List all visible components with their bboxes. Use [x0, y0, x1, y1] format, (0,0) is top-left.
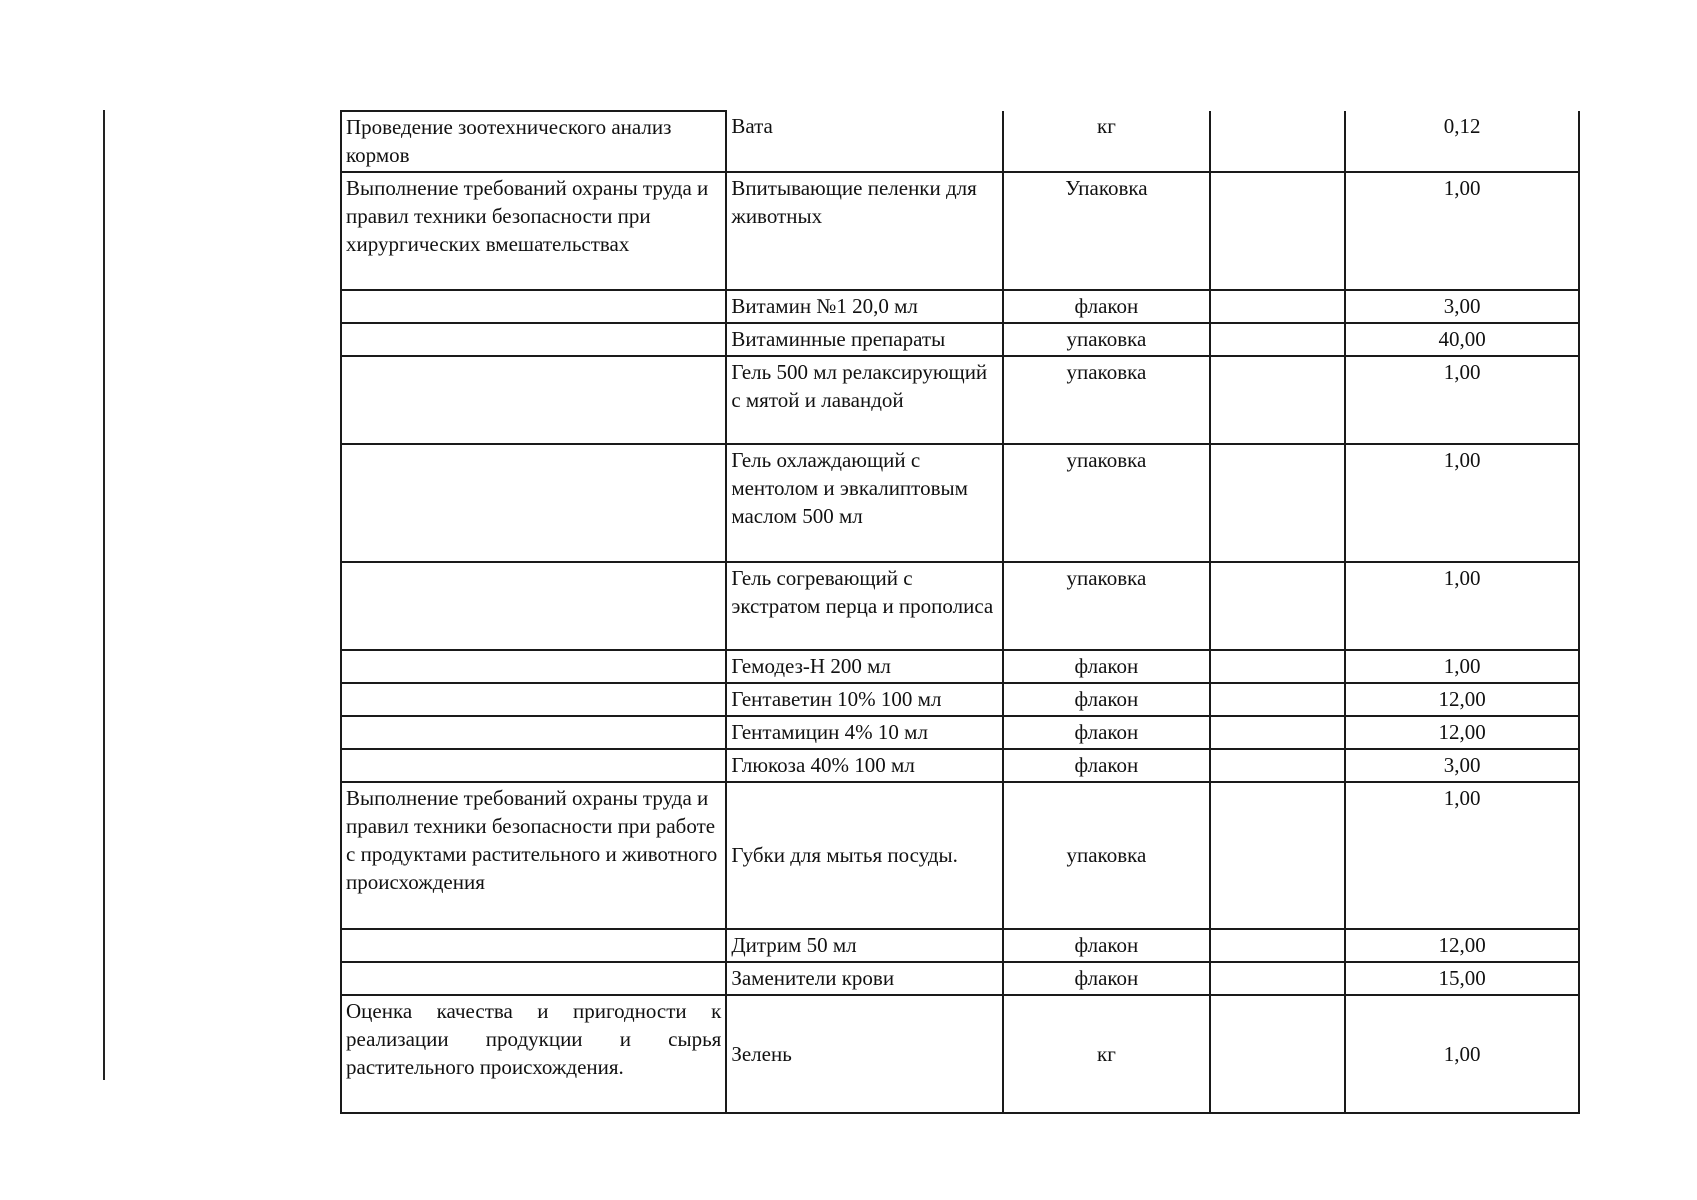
empty-cell — [1210, 172, 1345, 290]
table-row — [341, 356, 1579, 444]
activity-cell: Оценка качества и пригодности к реализации продукции и сырья растительного происхождения. — [341, 995, 726, 1113]
activity-cell — [341, 562, 726, 650]
materials-table — [340, 110, 1580, 1114]
table-row — [341, 962, 1579, 995]
unit-cell: флакон — [1003, 683, 1211, 716]
quantity-cell: 40,00 — [1345, 323, 1579, 356]
left-margin-rule — [103, 110, 105, 1080]
activity-cell: Выполнение требований охраны труда и правил техники безопасности при хирургических вмешательствах — [341, 172, 726, 290]
activity-cell — [341, 749, 726, 782]
empty-cell — [1210, 749, 1345, 782]
table-row — [341, 716, 1579, 749]
empty-cell — [1210, 111, 1345, 172]
activity-cell — [341, 356, 726, 444]
quantity-cell: 3,00 — [1345, 290, 1579, 323]
empty-cell — [1210, 962, 1345, 995]
quantity-cell: 12,00 — [1345, 716, 1579, 749]
activity-cell — [341, 683, 726, 716]
activity-cell — [341, 290, 726, 323]
unit-cell: упаковка — [1003, 323, 1211, 356]
activity-cell — [341, 962, 726, 995]
quantity-cell: 1,00 — [1345, 444, 1579, 562]
table-row — [341, 683, 1579, 716]
empty-cell — [1210, 995, 1345, 1113]
unit-cell: упаковка — [1003, 562, 1211, 650]
activity-cell — [341, 650, 726, 683]
material-cell: Губки для мытья посуды. — [726, 782, 1002, 929]
material-cell: Гель согревающий с экстратом перца и прополиса — [726, 562, 1002, 650]
material-cell: Гемодез-Н 200 мл — [726, 650, 1002, 683]
unit-cell: флакон — [1003, 716, 1211, 749]
table-row — [341, 562, 1579, 650]
table-row — [341, 172, 1579, 290]
quantity-cell: 15,00 — [1345, 962, 1579, 995]
quantity-cell: 1,00 — [1345, 356, 1579, 444]
unit-cell: флакон — [1003, 290, 1211, 323]
empty-cell — [1210, 444, 1345, 562]
unit-cell: упаковка — [1003, 356, 1211, 444]
quantity-cell: 1,00 — [1345, 172, 1579, 290]
activity-cell: Выполнение требований охраны труда и правил техники безопасности при работе с продуктами растительного и животного происхождения — [341, 782, 726, 929]
material-cell: Зелень — [726, 995, 1002, 1113]
material-cell: Дитрим 50 мл — [726, 929, 1002, 962]
quantity-cell: 0,12 — [1345, 111, 1579, 172]
material-cell: Витаминные препараты — [726, 323, 1002, 356]
material-cell: Гель охлаждающий с ментолом и эвкалиптовым маслом 500 мл — [726, 444, 1002, 562]
table-row — [341, 290, 1579, 323]
unit-cell: упаковка — [1003, 444, 1211, 562]
activity-cell — [341, 929, 726, 962]
table-row — [341, 323, 1579, 356]
unit-cell: флакон — [1003, 749, 1211, 782]
material-cell: Впитывающие пеленки для животных — [726, 172, 1002, 290]
material-cell: Гель 500 мл релаксирующий с мятой и лавандой — [726, 356, 1002, 444]
activity-cell — [341, 716, 726, 749]
table-row — [341, 929, 1579, 962]
empty-cell — [1210, 929, 1345, 962]
unit-cell: кг — [1003, 111, 1211, 172]
table-row — [341, 111, 1579, 172]
table-row — [341, 995, 1579, 1113]
unit-cell: Упаковка — [1003, 172, 1211, 290]
quantity-cell: 1,00 — [1345, 650, 1579, 683]
activity-cell — [341, 323, 726, 356]
unit-cell: упаковка — [1003, 782, 1211, 929]
table-row — [341, 782, 1579, 929]
quantity-cell: 1,00 — [1345, 562, 1579, 650]
material-cell: Глюкоза 40% 100 мл — [726, 749, 1002, 782]
empty-cell — [1210, 716, 1345, 749]
unit-cell: флакон — [1003, 929, 1211, 962]
material-cell: Вата — [726, 111, 1002, 172]
empty-cell — [1210, 356, 1345, 444]
quantity-cell: 1,00 — [1345, 782, 1579, 929]
empty-cell — [1210, 782, 1345, 929]
quantity-cell: 12,00 — [1345, 929, 1579, 962]
empty-cell — [1210, 683, 1345, 716]
material-cell: Витамин №1 20,0 мл — [726, 290, 1002, 323]
activity-cell: Проведение зоотехнического анализ кормов — [341, 111, 726, 172]
table-row — [341, 444, 1579, 562]
material-cell: Гентаветин 10% 100 мл — [726, 683, 1002, 716]
unit-cell: флакон — [1003, 650, 1211, 683]
unit-cell: кг — [1003, 995, 1211, 1113]
empty-cell — [1210, 323, 1345, 356]
unit-cell: флакон — [1003, 962, 1211, 995]
table-row — [341, 749, 1579, 782]
empty-cell — [1210, 562, 1345, 650]
activity-cell — [341, 444, 726, 562]
quantity-cell: 1,00 — [1345, 995, 1579, 1113]
quantity-cell: 12,00 — [1345, 683, 1579, 716]
table-row — [341, 650, 1579, 683]
empty-cell — [1210, 650, 1345, 683]
quantity-cell: 3,00 — [1345, 749, 1579, 782]
material-cell: Заменители крови — [726, 962, 1002, 995]
material-cell: Гентамицин 4% 10 мл — [726, 716, 1002, 749]
empty-cell — [1210, 290, 1345, 323]
